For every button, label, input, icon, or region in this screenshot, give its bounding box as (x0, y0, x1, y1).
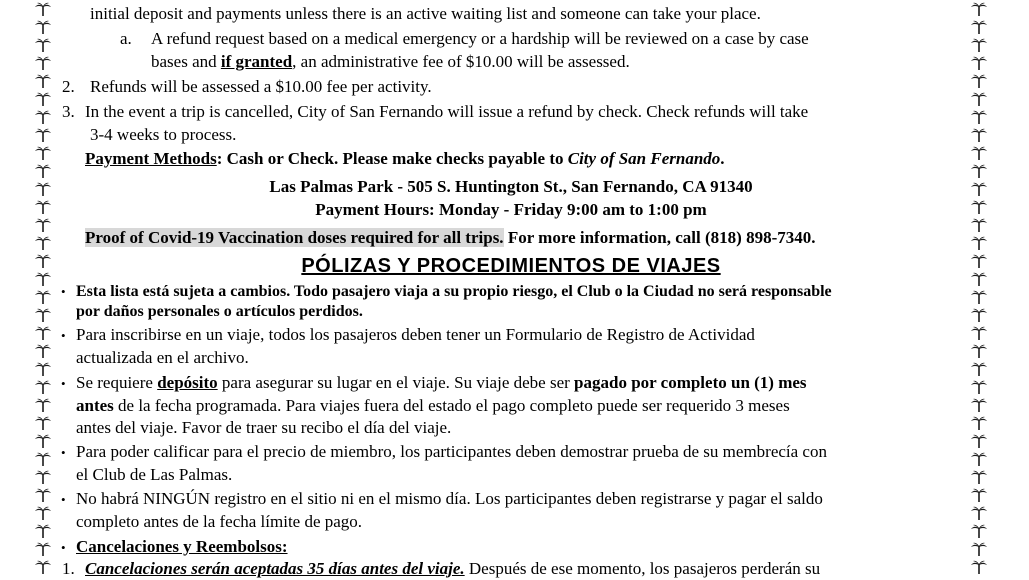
refund-request-line-2 (151, 51, 630, 73)
palm-tree-icon (34, 488, 52, 502)
palm-tree-icon (34, 254, 52, 268)
palm-tree-icon (970, 344, 988, 358)
sub-item-a-marker: a. (120, 29, 132, 48)
palm-tree-icon (970, 236, 988, 250)
refund-fee-line: Refunds will be assessed a $10.00 fee per activity. (90, 77, 432, 96)
palm-tree-icon (34, 470, 52, 484)
palm-tree-icon (34, 344, 52, 358)
palm-tree-icon (970, 2, 988, 16)
palm-tree-icon (34, 38, 52, 52)
palm-tree-icon (34, 542, 52, 556)
palm-tree-icon (34, 128, 52, 142)
deposit-line-2 (76, 395, 790, 417)
palm-tree-icon (34, 20, 52, 34)
deposit-middle: para asegurar su lugar en el viaje. Su viaje debe ser (217, 373, 575, 392)
palm-tree-icon (970, 74, 988, 88)
palm-tree-icon (34, 110, 52, 124)
bullet-icon: • (61, 492, 66, 507)
palm-tree-icon (34, 2, 52, 16)
payment-methods-line (85, 148, 725, 170)
palm-tree-icon (970, 20, 988, 34)
no-same-day-line-2: completo antes de la fecha límite de pago. (76, 512, 363, 531)
palm-tree-icon (34, 326, 52, 340)
payment-end: . (720, 149, 725, 168)
cancellations-heading: Cancelaciones y Reembolsos: (76, 537, 288, 556)
left-palm-border (32, 0, 54, 570)
palm-tree-icon (34, 434, 52, 448)
spanish-item-1-marker: 1. (62, 559, 75, 578)
palm-tree-icon (34, 182, 52, 196)
cancellation-deadline-line (85, 558, 820, 580)
palm-tree-icon (34, 200, 52, 214)
bullet-icon: • (61, 376, 66, 391)
palm-tree-icon (970, 146, 988, 160)
palm-tree-icon (970, 200, 988, 214)
payment-methods-text: : Cash or Check. Please make checks payable to (216, 149, 568, 168)
if-granted-emphasis: if granted (220, 52, 293, 71)
palm-tree-icon (34, 524, 52, 538)
refund-request-line-1: A refund request based on a medical emergency or a hardship will be reviewed on a case by case (151, 29, 809, 48)
bullet-icon: • (61, 445, 66, 460)
member-price-line-1: Para poder calificar para el precio de miembro, los participantes deben demostrar prueba de su membrecía con (76, 442, 827, 461)
palm-tree-icon (970, 254, 988, 268)
palm-tree-icon (970, 398, 988, 412)
palm-tree-icon (970, 110, 988, 124)
trip-cancelled-line-2: 3-4 weeks to process. (90, 125, 237, 144)
palm-tree-icon (970, 470, 988, 484)
deposit-emphasis: depósito (157, 373, 218, 392)
palm-tree-icon (34, 236, 52, 250)
no-same-day-line-1: No habrá NINGÚN registro en el sitio ni en el mismo día. Los participantes deben registrarse y pagar el saldo (76, 489, 823, 508)
palm-tree-icon (970, 542, 988, 556)
registration-form-line-1: Para inscribirse en un viaje, todos los pasajeros deben tener un Formulario de Registro de Actividad (76, 325, 755, 344)
palm-tree-icon (970, 92, 988, 106)
paid-in-full-emphasis: pagado por completo un (1) mes (574, 373, 807, 392)
palm-tree-icon (34, 560, 52, 574)
payment-payee: City of San Fernando (567, 149, 721, 168)
palm-tree-icon (34, 56, 52, 70)
palm-tree-icon (970, 380, 988, 394)
palm-tree-icon (34, 398, 52, 412)
bullet-icon: • (61, 328, 66, 343)
palm-tree-icon (970, 218, 988, 232)
bullet-icon: • (61, 284, 66, 299)
palm-tree-icon (970, 164, 988, 178)
palm-tree-icon (970, 560, 988, 574)
palm-tree-icon (34, 92, 52, 106)
palm-tree-icon (970, 290, 988, 304)
palm-tree-icon (34, 362, 52, 376)
if-granted-prefix: bases and (151, 52, 221, 71)
palm-tree-icon (970, 326, 988, 340)
palm-tree-icon (970, 128, 988, 142)
payment-methods-label: Payment Methods (85, 149, 217, 168)
palm-tree-icon (970, 182, 988, 196)
palm-tree-icon (34, 416, 52, 430)
palm-tree-icon (970, 38, 988, 52)
before-emphasis: antes (76, 396, 114, 415)
palm-tree-icon (970, 272, 988, 286)
palm-tree-icon (970, 416, 988, 430)
item-2-marker: 2. (62, 77, 75, 96)
deposit-line-2-rest: de la fecha programada. Para viajes fuera del estado el pago completo puede ser requerido 3 meses (113, 396, 790, 415)
disclaimer-line-1: Esta lista está sujeta a cambios. Todo pasajero viaja a su propio riesgo, el Club o la Ciudad no será responsable (76, 283, 832, 300)
palm-tree-icon (970, 56, 988, 70)
right-palm-border (968, 0, 990, 570)
palm-tree-icon (34, 164, 52, 178)
palm-tree-icon (34, 272, 52, 286)
palm-tree-icon (970, 524, 988, 538)
payment-hours: Payment Hours: Monday - Friday 9:00 am to 1:00 pm (315, 200, 707, 219)
palm-tree-icon (34, 506, 52, 520)
trip-cancelled-line-1: In the event a trip is cancelled, City of San Fernando will issue a refund by check. Check refunds will take (85, 102, 809, 121)
deposit-line-3: antes del viaje. Favor de traer su recibo el día del viaje. (76, 418, 452, 437)
palm-tree-icon (970, 506, 988, 520)
deposit-line-1 (76, 372, 807, 394)
cancellation-deadline-emphasis: Cancelaciones serán aceptadas 35 días antes del viaje. (85, 559, 465, 578)
palm-tree-icon (34, 146, 52, 160)
palm-tree-icon (970, 452, 988, 466)
covid-requirement-highlight: Proof of Covid-19 Vaccination doses required for all trips. (85, 228, 504, 247)
palm-tree-icon (970, 308, 988, 322)
cancellation-deadline-rest: Después de ese momento, los pasajeros perderán su (464, 559, 821, 578)
registration-form-line-2: actualizada en el archivo. (76, 348, 249, 367)
palm-tree-icon (970, 362, 988, 376)
palm-tree-icon (34, 308, 52, 322)
park-address: Las Palmas Park - 505 S. Huntington St., San Fernando, CA 91340 (269, 177, 753, 196)
if-granted-suffix: , an administrative fee of $10.00 will be assessed. (292, 52, 630, 71)
palm-tree-icon (34, 74, 52, 88)
palm-tree-icon (970, 488, 988, 502)
deposit-policy-line: initial deposit and payments unless there is an active waiting list and someone can take your place. (90, 4, 761, 23)
bullet-icon: • (61, 540, 66, 555)
spanish-section-heading: PÓLIZAS Y PROCEDIMIENTOS DE VIAJES (301, 255, 721, 277)
palm-tree-icon (34, 218, 52, 232)
deposit-prefix: Se requiere (76, 373, 158, 392)
palm-tree-icon (970, 434, 988, 448)
contact-info: For more information, call (818) 898-7340. (503, 228, 816, 247)
item-3-marker: 3. (62, 102, 75, 121)
disclaimer-line-2: por daños personales o artículos perdidos. (76, 303, 363, 320)
palm-tree-icon (34, 380, 52, 394)
palm-tree-icon (34, 452, 52, 466)
palm-tree-icon (34, 290, 52, 304)
member-price-line-2: el Club de Las Palmas. (76, 465, 233, 484)
covid-notice (85, 227, 816, 249)
